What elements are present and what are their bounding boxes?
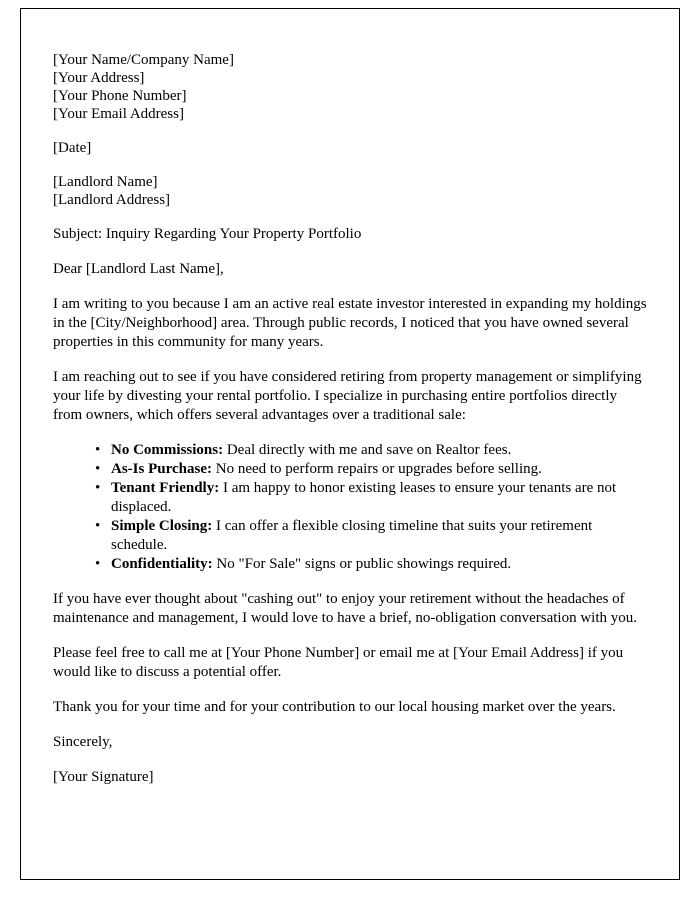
bullet-text: No need to perform repairs or upgrades before selling. bbox=[211, 461, 542, 477]
letter-page bbox=[20, 8, 680, 880]
benefits-list bbox=[53, 441, 647, 574]
bullet-text: Deal directly with me and save on Realtor fees. bbox=[223, 442, 512, 458]
sender-email: [Your Email Address] bbox=[53, 106, 184, 122]
sender-name: [Your Name/Company Name] bbox=[53, 52, 234, 68]
sender-phone: [Your Phone Number] bbox=[53, 88, 187, 104]
sender-block bbox=[53, 51, 647, 123]
bullet-label: Confidentiality: bbox=[111, 556, 213, 572]
date-block bbox=[53, 139, 647, 157]
list-item bbox=[111, 479, 647, 517]
bullet-label: Simple Closing: bbox=[111, 518, 213, 534]
bullet-label: As-Is Purchase: bbox=[111, 461, 212, 477]
signoff: Sincerely, bbox=[53, 734, 113, 750]
sender-address: [Your Address] bbox=[53, 70, 145, 86]
list-item bbox=[111, 441, 647, 460]
body-paragraph-3: If you have ever thought about "cashing out" to enjoy your retirement without the headaches of maintenance and management, I would love to have a brief, no-obligation conversation with you. bbox=[53, 591, 637, 626]
list-item bbox=[111, 517, 647, 555]
subject-line: Subject: Inquiry Regarding Your Property Portfolio bbox=[53, 226, 362, 242]
body-paragraph-4: Please feel free to call me at [Your Phone Number] or email me at [Your Email Address] if you would like to discuss a potential offer. bbox=[53, 645, 624, 680]
recipient-address: [Landlord Address] bbox=[53, 192, 171, 208]
bullet-text: I can offer a flexible closing timeline that suits your retirement schedule. bbox=[111, 518, 593, 553]
bullet-text: No "For Sale" signs or public showings required. bbox=[212, 556, 512, 572]
bullet-label: Tenant Friendly: bbox=[111, 480, 220, 496]
bullet-label: No Commissions: bbox=[111, 442, 224, 458]
bullet-text: I am happy to honor existing leases to ensure your tenants are not displaced. bbox=[111, 480, 617, 515]
body-paragraph-2: I am reaching out to see if you have considered retiring from property management or simplifying your life by divesting your rental portfolio. I specialize in purchasing entire portfolios directly from owners, which offers several advantages over a traditional sale: bbox=[53, 369, 642, 423]
signature-line: [Your Signature] bbox=[53, 769, 154, 785]
list-item bbox=[111, 555, 647, 574]
salutation: Dear [Landlord Last Name], bbox=[53, 261, 224, 277]
recipient-block bbox=[53, 173, 647, 209]
body-paragraph-5: Thank you for your time and for your contribution to our local housing market over the years. bbox=[53, 699, 616, 715]
recipient-name: [Landlord Name] bbox=[53, 174, 158, 190]
body-paragraph-1: I am writing to you because I am an active real estate investor interested in expanding my holdings in the [City/Neighborhood] area. Through public records, I noticed that you have owned several properties in this community for many years. bbox=[53, 296, 647, 350]
list-item bbox=[111, 460, 647, 479]
date-line: [Date] bbox=[53, 140, 92, 156]
